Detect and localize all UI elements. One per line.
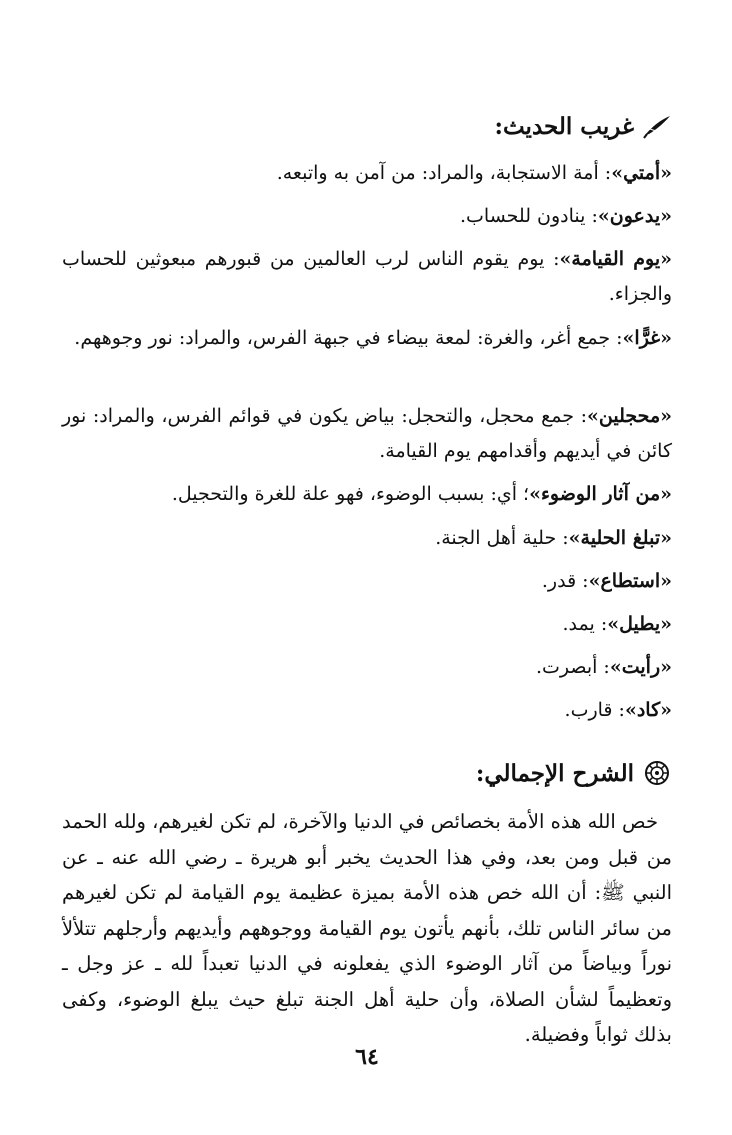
gharib-entry-2 (62, 199, 672, 234)
entry-definition: : ينادون للحساب. (459, 205, 598, 227)
gharib-entry-11 (62, 693, 672, 728)
gharib-entry-10 (62, 650, 672, 685)
gharib-entry-6 (62, 477, 672, 512)
entry-definition: : أبصرت. (535, 656, 610, 678)
entry-definition: : جمع محجل، والتحجل: بياض يكون في قوائم الفرس، والمراد: نور كائن في أيديهم وأقدامهم يوم القيامة. (62, 405, 672, 462)
entry-definition: ؛ أي: بسبب الوضوء، فهو علة للغرة والتحجيل. (171, 483, 530, 505)
sharh-heading (476, 759, 672, 787)
ornament-rosette-icon (642, 759, 672, 787)
entry-definition: : حلية أهل الجنة. (435, 527, 569, 549)
sharh-paragraph (62, 804, 672, 1053)
gharib-entry-8 (62, 564, 672, 599)
sharh-text: خص الله هذه الأمة بخصائص في الدنيا والآخرة، لم تكن لغيرهم، ولله الحمد من قبل ومن بعد، وفي هذا الحديث يخبر أبو هريرة ـ رضي الله عنه ـ عن النبي ﷺ: أن الله خص هذه الأمة بميزة عظيمة يوم القيامة لم تكن لغيرهم من سائر الناس تلك، بأنهم يأتون يوم القيامة ووجوههم وأيديهم وأرجلهم تتلألأ نوراً وبياضاً من آثار الوضوء الذي يفعلونه في الدنيا تعبداً لله ـ عز وجل ـ وتعظيماً لشأن الصلاة، وأن حلية أهل الجنة تبلغ حيث يبلغ الوضوء، وكفى بذلك ثواباً وفضيلة. (62, 810, 672, 1046)
entry-term: «كاد» (624, 699, 672, 721)
entry-definition: : يمد. (562, 613, 608, 635)
entry-term: «تبلغ الحلية» (568, 527, 672, 549)
entry-definition: : جمع أغر، والغرة: لمعة بيضاء في جبهة الفرس، والمراد: نور وجوههم. (74, 327, 623, 349)
entry-term: «استطاع» (588, 570, 672, 592)
gharib-entry-5 (62, 399, 672, 469)
gharib-title: غريب الحديث: (494, 112, 634, 140)
sharh-title: الشرح الإجمالي: (475, 759, 634, 787)
entry-term: «رأيت» (609, 656, 672, 678)
gharib-entry-4 (62, 321, 672, 356)
entry-term: «من آثار الوضوء» (529, 483, 672, 505)
gharib-entry-1 (62, 156, 672, 191)
quill-pen-icon (642, 112, 672, 140)
entry-definition: : قارب. (564, 699, 625, 721)
gharib-entry-7 (62, 521, 672, 556)
entry-term: «غرًّا» (622, 327, 672, 349)
entry-term: «يوم القيامة» (559, 248, 672, 270)
entry-term: «يدعون» (597, 205, 672, 227)
entry-definition: : أمة الاستجابة، والمراد: من آمن به واتبعه. (276, 162, 612, 184)
entry-term: «محجلين» (587, 405, 672, 427)
gharib-entry-9 (62, 607, 672, 642)
gharib-heading (494, 112, 672, 140)
page-number: ٦٤ (355, 1044, 379, 1070)
entry-term: «أمتي» (611, 162, 672, 184)
entry-definition: : قدر. (541, 570, 589, 592)
gharib-entry-3 (62, 242, 672, 312)
book-page (62, 0, 672, 1135)
entry-definition: : يوم يقوم الناس لرب العالمين من قبورهم مبعوثين للحساب والجزاء. (62, 248, 672, 305)
entry-term: «يطيل» (607, 613, 672, 635)
